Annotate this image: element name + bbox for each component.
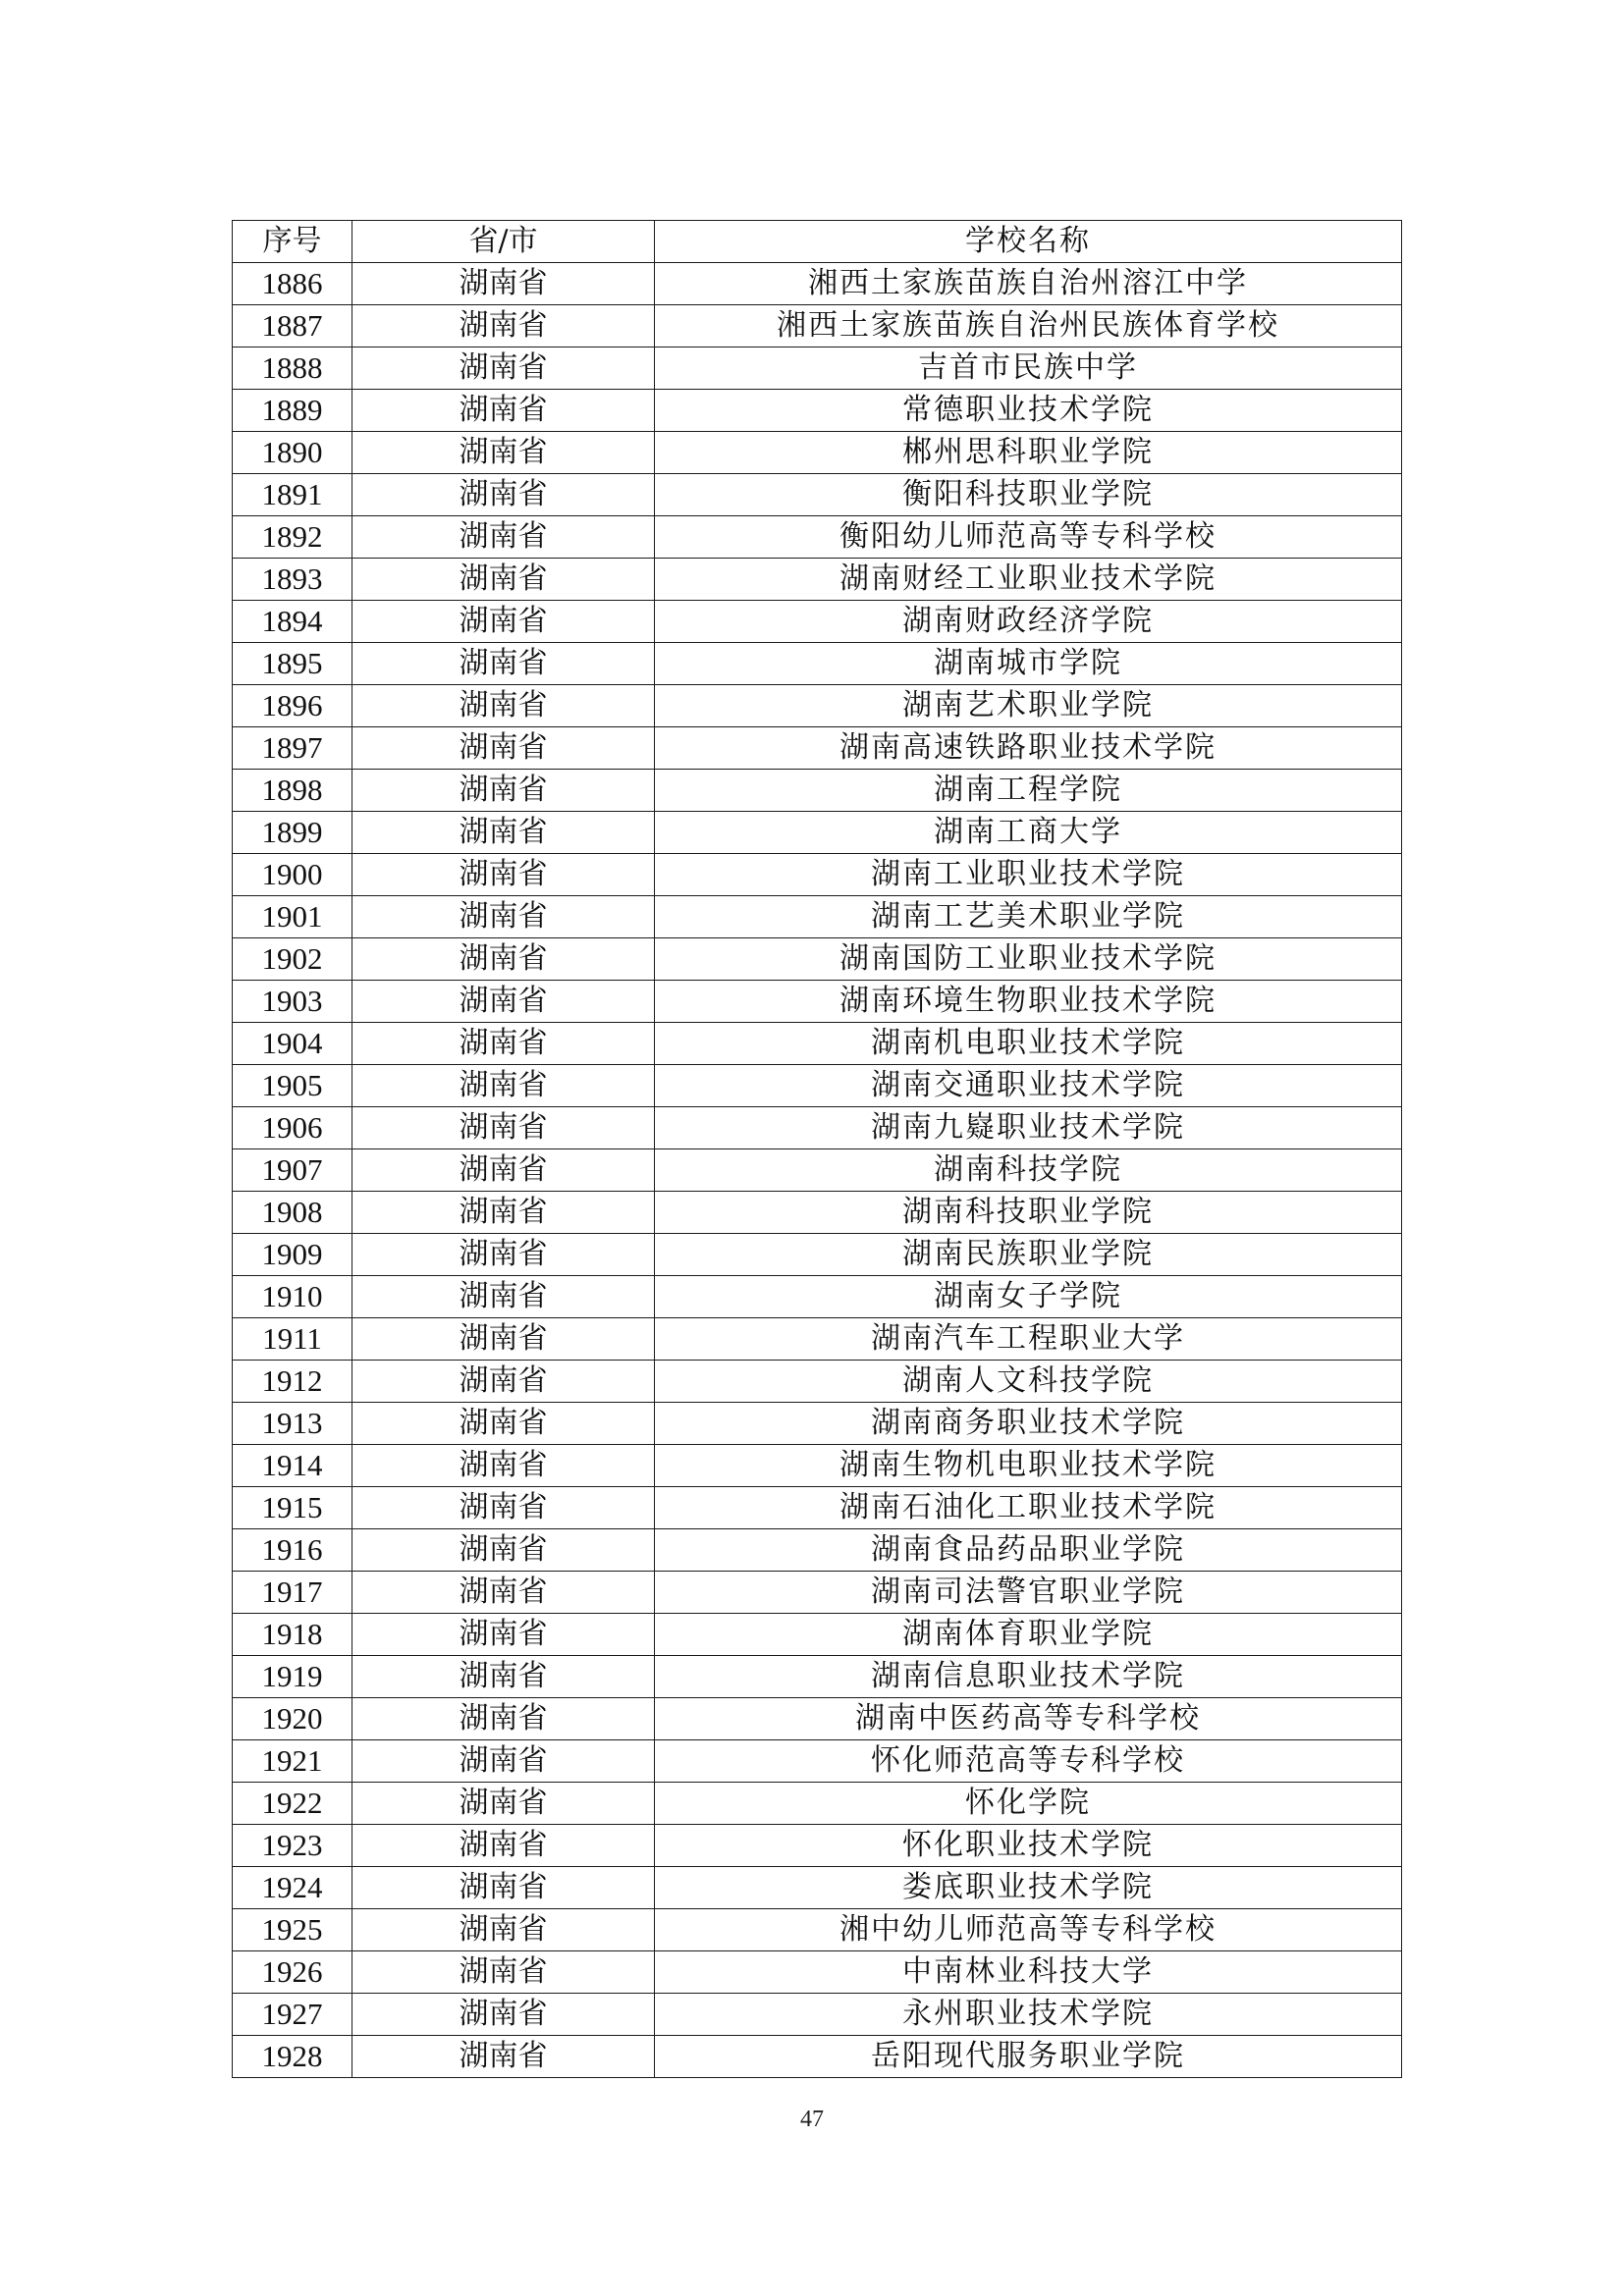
cell-school-name: 湖南汽车工程职业大学 xyxy=(655,1318,1402,1361)
table-row xyxy=(233,474,1402,516)
table-row xyxy=(233,347,1402,390)
cell-province: 湖南省 xyxy=(352,390,655,432)
table-row xyxy=(233,896,1402,938)
cell-province: 湖南省 xyxy=(352,1656,655,1698)
cell-seq: 1904 xyxy=(233,1023,352,1065)
cell-seq: 1902 xyxy=(233,938,352,981)
cell-school-name: 湖南女子学院 xyxy=(655,1276,1402,1318)
cell-province: 湖南省 xyxy=(352,854,655,896)
table-row xyxy=(233,2036,1402,2078)
table-row xyxy=(233,1614,1402,1656)
cell-school-name: 中南林业科技大学 xyxy=(655,1951,1402,1994)
table-row xyxy=(233,1994,1402,2036)
header-school-name: 学校名称 xyxy=(655,221,1402,263)
cell-province: 湖南省 xyxy=(352,1825,655,1867)
cell-province: 湖南省 xyxy=(352,938,655,981)
table-row xyxy=(233,1065,1402,1107)
cell-school-name: 衡阳科技职业学院 xyxy=(655,474,1402,516)
cell-school-name: 湖南司法警官职业学院 xyxy=(655,1572,1402,1614)
cell-seq: 1886 xyxy=(233,263,352,305)
cell-province: 湖南省 xyxy=(352,1107,655,1149)
cell-seq: 1927 xyxy=(233,1994,352,2036)
cell-school-name: 湖南国防工业职业技术学院 xyxy=(655,938,1402,981)
cell-province: 湖南省 xyxy=(352,1403,655,1445)
cell-school-name: 常德职业技术学院 xyxy=(655,390,1402,432)
cell-province: 湖南省 xyxy=(352,1445,655,1487)
cell-seq: 1921 xyxy=(233,1740,352,1783)
cell-seq: 1928 xyxy=(233,2036,352,2078)
cell-seq: 1908 xyxy=(233,1192,352,1234)
cell-seq: 1889 xyxy=(233,390,352,432)
cell-seq: 1892 xyxy=(233,516,352,559)
school-list-table xyxy=(232,220,1402,2078)
cell-province: 湖南省 xyxy=(352,1065,655,1107)
cell-seq: 1905 xyxy=(233,1065,352,1107)
table-body xyxy=(233,263,1402,2078)
cell-province: 湖南省 xyxy=(352,432,655,474)
table-row xyxy=(233,1909,1402,1951)
cell-school-name: 湖南工业职业技术学院 xyxy=(655,854,1402,896)
table-row xyxy=(233,1825,1402,1867)
table-row xyxy=(233,685,1402,727)
table-row xyxy=(233,727,1402,770)
cell-province: 湖南省 xyxy=(352,474,655,516)
cell-school-name: 湖南环境生物职业技术学院 xyxy=(655,981,1402,1023)
cell-school-name: 永州职业技术学院 xyxy=(655,1994,1402,2036)
cell-province: 湖南省 xyxy=(352,1909,655,1951)
cell-province: 湖南省 xyxy=(352,263,655,305)
cell-seq: 1918 xyxy=(233,1614,352,1656)
cell-province: 湖南省 xyxy=(352,1149,655,1192)
cell-seq: 1899 xyxy=(233,812,352,854)
table-row xyxy=(233,1192,1402,1234)
cell-province: 湖南省 xyxy=(352,2036,655,2078)
table-row xyxy=(233,1740,1402,1783)
cell-seq: 1912 xyxy=(233,1361,352,1403)
cell-school-name: 湘中幼儿师范高等专科学校 xyxy=(655,1909,1402,1951)
cell-school-name: 湖南中医药高等专科学校 xyxy=(655,1698,1402,1740)
table-row xyxy=(233,516,1402,559)
table-row xyxy=(233,1867,1402,1909)
cell-province: 湖南省 xyxy=(352,1192,655,1234)
cell-school-name: 吉首市民族中学 xyxy=(655,347,1402,390)
cell-school-name: 湖南石油化工职业技术学院 xyxy=(655,1487,1402,1529)
cell-seq: 1894 xyxy=(233,601,352,643)
cell-seq: 1926 xyxy=(233,1951,352,1994)
cell-school-name: 湖南机电职业技术学院 xyxy=(655,1023,1402,1065)
table-row xyxy=(233,854,1402,896)
cell-seq: 1922 xyxy=(233,1783,352,1825)
table-header xyxy=(233,221,1402,263)
cell-seq: 1920 xyxy=(233,1698,352,1740)
table-row xyxy=(233,1951,1402,1994)
cell-province: 湖南省 xyxy=(352,1951,655,1994)
cell-seq: 1917 xyxy=(233,1572,352,1614)
cell-school-name: 娄底职业技术学院 xyxy=(655,1867,1402,1909)
cell-school-name: 衡阳幼儿师范高等专科学校 xyxy=(655,516,1402,559)
table-row xyxy=(233,770,1402,812)
table-row xyxy=(233,1487,1402,1529)
cell-province: 湖南省 xyxy=(352,1234,655,1276)
table-row xyxy=(233,1023,1402,1065)
table-row xyxy=(233,559,1402,601)
cell-school-name: 湘西土家族苗族自治州溶江中学 xyxy=(655,263,1402,305)
cell-seq: 1888 xyxy=(233,347,352,390)
cell-school-name: 湖南信息职业技术学院 xyxy=(655,1656,1402,1698)
table-row xyxy=(233,1107,1402,1149)
cell-province: 湖南省 xyxy=(352,1487,655,1529)
cell-school-name: 怀化学院 xyxy=(655,1783,1402,1825)
cell-province: 湖南省 xyxy=(352,1614,655,1656)
table-row xyxy=(233,1276,1402,1318)
cell-seq: 1891 xyxy=(233,474,352,516)
table-row xyxy=(233,601,1402,643)
table-row xyxy=(233,1656,1402,1698)
table-row xyxy=(233,1149,1402,1192)
cell-seq: 1903 xyxy=(233,981,352,1023)
cell-seq: 1906 xyxy=(233,1107,352,1149)
cell-seq: 1890 xyxy=(233,432,352,474)
cell-seq: 1910 xyxy=(233,1276,352,1318)
cell-seq: 1923 xyxy=(233,1825,352,1867)
cell-seq: 1925 xyxy=(233,1909,352,1951)
cell-seq: 1887 xyxy=(233,305,352,347)
cell-seq: 1896 xyxy=(233,685,352,727)
cell-school-name: 湖南科技学院 xyxy=(655,1149,1402,1192)
cell-province: 湖南省 xyxy=(352,347,655,390)
cell-school-name: 郴州思科职业学院 xyxy=(655,432,1402,474)
cell-province: 湖南省 xyxy=(352,685,655,727)
header-seq: 序号 xyxy=(233,221,352,263)
table-row xyxy=(233,1234,1402,1276)
cell-province: 湖南省 xyxy=(352,305,655,347)
cell-school-name: 湖南工艺美术职业学院 xyxy=(655,896,1402,938)
page-number: 47 xyxy=(800,2107,824,2132)
table-row xyxy=(233,1698,1402,1740)
table-row xyxy=(233,1783,1402,1825)
cell-province: 湖南省 xyxy=(352,1529,655,1572)
cell-province: 湖南省 xyxy=(352,981,655,1023)
cell-province: 湖南省 xyxy=(352,1023,655,1065)
cell-seq: 1909 xyxy=(233,1234,352,1276)
cell-seq: 1911 xyxy=(233,1318,352,1361)
table-row xyxy=(233,812,1402,854)
table-row xyxy=(233,1572,1402,1614)
cell-school-name: 岳阳现代服务职业学院 xyxy=(655,2036,1402,2078)
cell-province: 湖南省 xyxy=(352,896,655,938)
cell-school-name: 湖南生物机电职业技术学院 xyxy=(655,1445,1402,1487)
table-row xyxy=(233,938,1402,981)
cell-school-name: 湖南财经工业职业技术学院 xyxy=(655,559,1402,601)
cell-province: 湖南省 xyxy=(352,559,655,601)
cell-seq: 1898 xyxy=(233,770,352,812)
cell-school-name: 湖南体育职业学院 xyxy=(655,1614,1402,1656)
cell-province: 湖南省 xyxy=(352,1994,655,2036)
cell-province: 湖南省 xyxy=(352,1572,655,1614)
cell-school-name: 湖南九嶷职业技术学院 xyxy=(655,1107,1402,1149)
cell-province: 湖南省 xyxy=(352,516,655,559)
table-row xyxy=(233,390,1402,432)
cell-seq: 1907 xyxy=(233,1149,352,1192)
cell-school-name: 湖南财政经济学院 xyxy=(655,601,1402,643)
cell-school-name: 湖南高速铁路职业技术学院 xyxy=(655,727,1402,770)
cell-school-name: 湖南商务职业技术学院 xyxy=(655,1403,1402,1445)
cell-province: 湖南省 xyxy=(352,727,655,770)
cell-seq: 1901 xyxy=(233,896,352,938)
cell-seq: 1895 xyxy=(233,643,352,685)
cell-seq: 1900 xyxy=(233,854,352,896)
table-row xyxy=(233,432,1402,474)
cell-seq: 1916 xyxy=(233,1529,352,1572)
cell-province: 湖南省 xyxy=(352,1740,655,1783)
cell-school-name: 湖南城市学院 xyxy=(655,643,1402,685)
cell-school-name: 湖南人文科技学院 xyxy=(655,1361,1402,1403)
cell-province: 湖南省 xyxy=(352,1276,655,1318)
header-province: 省/市 xyxy=(352,221,655,263)
cell-province: 湖南省 xyxy=(352,643,655,685)
cell-province: 湖南省 xyxy=(352,601,655,643)
table-row xyxy=(233,305,1402,347)
cell-province: 湖南省 xyxy=(352,1361,655,1403)
cell-province: 湖南省 xyxy=(352,1867,655,1909)
table-row xyxy=(233,643,1402,685)
table-row xyxy=(233,1445,1402,1487)
cell-school-name: 湖南交通职业技术学院 xyxy=(655,1065,1402,1107)
table-row xyxy=(233,981,1402,1023)
cell-school-name: 怀化职业技术学院 xyxy=(655,1825,1402,1867)
table-row xyxy=(233,1529,1402,1572)
cell-school-name: 湖南科技职业学院 xyxy=(655,1192,1402,1234)
cell-school-name: 怀化师范高等专科学校 xyxy=(655,1740,1402,1783)
cell-province: 湖南省 xyxy=(352,1698,655,1740)
cell-seq: 1914 xyxy=(233,1445,352,1487)
cell-seq: 1913 xyxy=(233,1403,352,1445)
cell-seq: 1897 xyxy=(233,727,352,770)
cell-province: 湖南省 xyxy=(352,1318,655,1361)
cell-school-name: 湖南工商大学 xyxy=(655,812,1402,854)
cell-province: 湖南省 xyxy=(352,1783,655,1825)
cell-school-name: 湖南工程学院 xyxy=(655,770,1402,812)
cell-school-name: 湘西土家族苗族自治州民族体育学校 xyxy=(655,305,1402,347)
header-row xyxy=(233,221,1402,263)
cell-seq: 1919 xyxy=(233,1656,352,1698)
cell-seq: 1915 xyxy=(233,1487,352,1529)
cell-seq: 1893 xyxy=(233,559,352,601)
cell-school-name: 湖南艺术职业学院 xyxy=(655,685,1402,727)
table-row xyxy=(233,1318,1402,1361)
table-row xyxy=(233,263,1402,305)
table-row xyxy=(233,1361,1402,1403)
cell-school-name: 湖南食品药品职业学院 xyxy=(655,1529,1402,1572)
cell-seq: 1924 xyxy=(233,1867,352,1909)
cell-school-name: 湖南民族职业学院 xyxy=(655,1234,1402,1276)
cell-province: 湖南省 xyxy=(352,770,655,812)
cell-province: 湖南省 xyxy=(352,812,655,854)
table-row xyxy=(233,1403,1402,1445)
